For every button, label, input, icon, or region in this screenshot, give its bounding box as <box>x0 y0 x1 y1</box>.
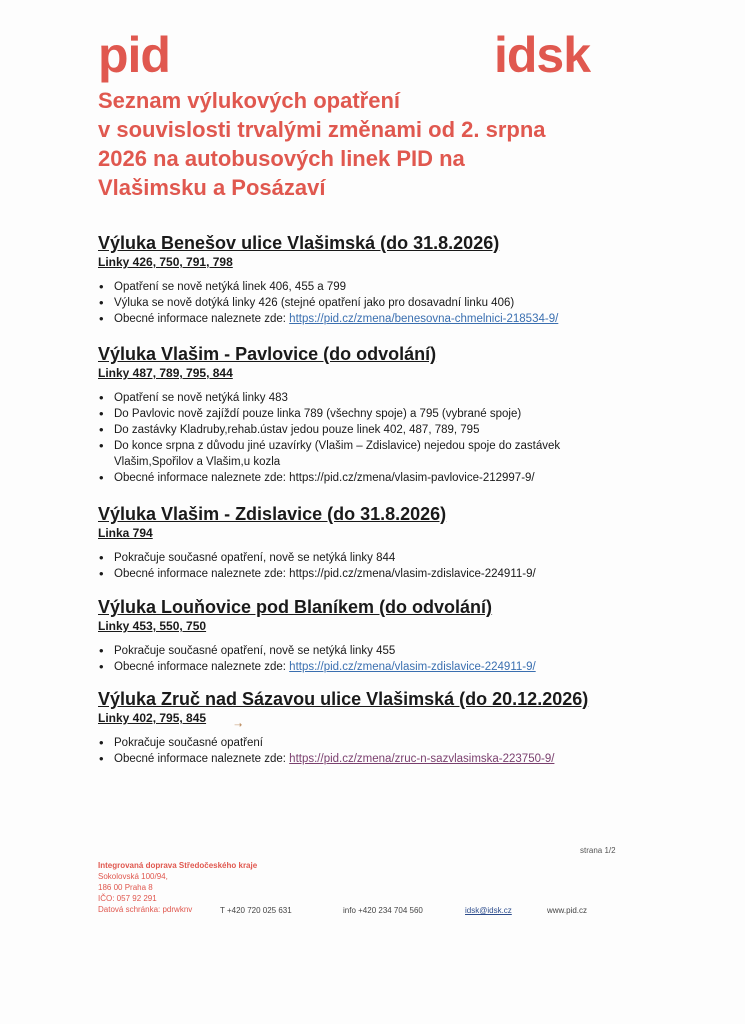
bullet-list <box>98 735 658 767</box>
document-title <box>98 86 658 202</box>
section-lines: Linky 402, 795, 845 <box>98 711 207 725</box>
arrow-mark-icon: ➝ <box>234 720 243 731</box>
list-item: • Do konce srpna z důvodu jiné uzavírky (Vlašim – Zdislavice) nejedou spoje do zastávek Vlašim,Spořilov a Vlašim,u kozla <box>114 438 634 470</box>
list-item: • Opatření se nově netýká linky 483 <box>114 390 658 406</box>
info-link[interactable]: https://pid.cz/zmena/vlasim-zdislavice-224911-9/ <box>289 661 536 673</box>
page-number: strana 1/2 <box>580 846 616 855</box>
list-item <box>114 751 658 767</box>
list-item <box>114 659 658 675</box>
footer-info-phone: info +420 234 704 560 <box>343 906 423 915</box>
section-lines: Linky 426, 750, 791, 798 <box>98 255 233 269</box>
info-prefix: Obecné informace naleznete zde: <box>114 472 290 484</box>
footer-org: Integrovaná doprava Středočeského kraje <box>98 861 258 870</box>
idsk-logo: idsk <box>494 27 591 83</box>
info-prefix: Obecné informace naleznete zde: <box>114 313 290 325</box>
info-link[interactable]: https://pid.cz/zmena/benesovna-chmelnici-218534-9/ <box>289 313 559 325</box>
title-line: Seznam výlukových opatření <box>98 88 400 113</box>
footer-web[interactable]: www.pid.cz <box>547 906 588 915</box>
bullet-list <box>98 550 658 582</box>
section-heading: Výluka Zruč nad Sázavou ulice Vlašimská (do 20.12.2026) <box>98 689 589 709</box>
footer-ico: IČO: 057 92 291 <box>98 894 157 903</box>
info-link[interactable]: https://pid.cz/zmena/vlasim-pavlovice-212997-9/ <box>289 472 535 484</box>
section-heading: Výluka Benešov ulice Vlašimská (do 31.8.2026) <box>98 233 500 253</box>
list-item: • Pokračuje současné opatření, nově se netýká linky 455 <box>114 643 658 659</box>
title-line: Vlašimsku a Posázaví <box>98 175 326 200</box>
title-line: 2026 na autobusových linek PID na <box>98 146 465 171</box>
section-lounovice <box>98 596 658 675</box>
info-prefix: Obecné informace naleznete zde: <box>114 753 290 765</box>
title-line: v souvislosti trvalými změnami od 2. srpna <box>98 117 546 142</box>
footer-email-link[interactable]: idsk@idsk.cz <box>465 906 512 915</box>
section-vlasim-pavlovice <box>98 343 658 486</box>
section-lines: Linky 453, 550, 750 <box>98 619 207 633</box>
list-item: • Pokračuje současné opatření <box>114 735 658 751</box>
bullet-list <box>98 279 658 327</box>
section-zruc <box>98 688 658 767</box>
section-vlasim-zdislavice <box>98 503 658 582</box>
footer-databox: Datová schránka: pdrwknv <box>98 905 193 914</box>
bullet-list <box>98 390 658 486</box>
info-link[interactable]: https://pid.cz/zmena/vlasim-zdislavice-224911-9/ <box>289 568 536 580</box>
bullet-list <box>98 643 658 675</box>
list-item: • Pokračuje současné opatření, nově se netýká linky 844 <box>114 550 658 566</box>
list-item: • Do zastávky Kladruby,rehab.ústav jedou pouze linek 402, 487, 789, 795 <box>114 422 658 438</box>
info-prefix: Obecné informace naleznete zde: <box>114 568 290 580</box>
list-item <box>114 470 658 486</box>
info-prefix: Obecné informace naleznete zde: <box>114 661 290 673</box>
section-heading: Výluka Vlašim - Pavlovice (do odvolání) <box>98 344 437 364</box>
list-item <box>114 311 658 327</box>
section-heading: Výluka Vlašim - Zdislavice (do 31.8.2026) <box>98 504 447 524</box>
section-heading: Výluka Louňovice pod Blaníkem (do odvolání) <box>98 597 493 617</box>
section-lines: Linky 487, 789, 795, 844 <box>98 366 233 380</box>
footer-city: 186 00 Praha 8 <box>98 883 153 892</box>
section-lines: Linka 794 <box>98 526 153 540</box>
section-benesov <box>98 232 658 327</box>
list-item: • Opatření se nově netýká linek 406, 455 a 799 <box>114 279 658 295</box>
list-item: • Do Pavlovic nově zajíždí pouze linka 789 (všechny spoje) a 795 (vybrané spoje) <box>114 406 658 422</box>
info-link[interactable]: https://pid.cz/zmena/zruc-n-sazvlasimska-223750-9/ <box>289 753 555 765</box>
footer-street: Sokolovská 100/94, <box>98 872 168 881</box>
list-item: • Výluka se nově dotýká linky 426 (stejné opatření jako pro dosavadní linku 406) <box>114 295 658 311</box>
footer-phone: T +420 720 025 631 <box>220 906 292 915</box>
pid-logo: pid <box>98 27 170 83</box>
list-item <box>114 566 658 582</box>
